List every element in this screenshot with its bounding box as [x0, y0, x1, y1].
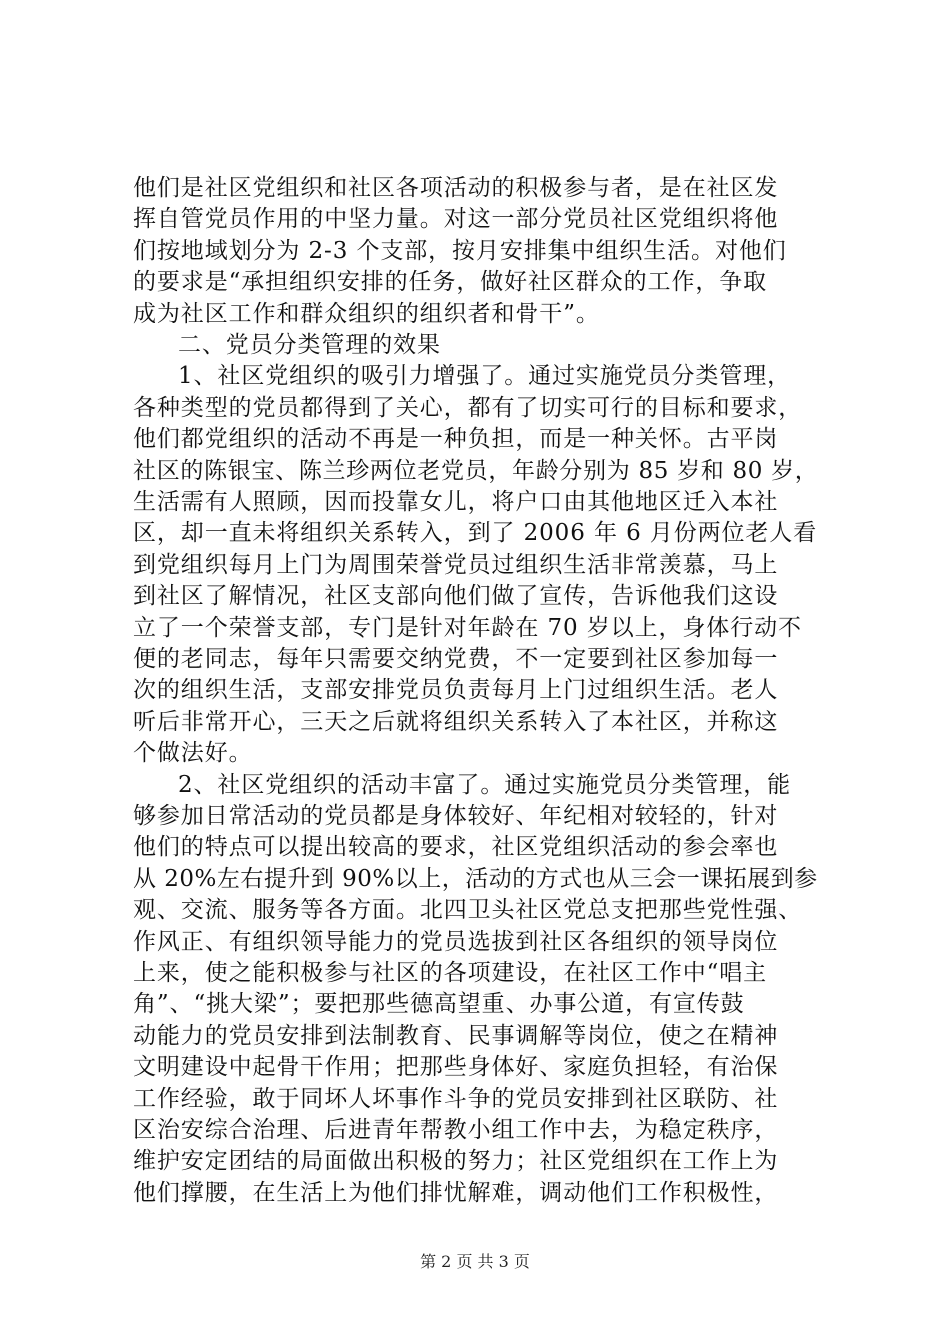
text-line: 们按地域划分为 2-3 个支部，按月安排集中组织生活。对他们	[133, 237, 787, 264]
text-line: 生活需有人照顾，因而投靠女儿，将户口由其他地区迁入本社	[133, 489, 779, 515]
text-line: 维护安定团结的局面做出积极的努力；社区党组织在工作上为	[133, 1148, 779, 1175]
text-line: 听后非常开心，三天之后就将组织关系转入了本社区，并称这	[133, 708, 779, 735]
text-line: 上来，使之能积极参与社区的各项建设，在社区工作中“唱主	[133, 960, 768, 986]
text-line: 的要求是“承担组织安排的任务，做好社区群众的工作，争取	[133, 269, 768, 296]
text-line: 2、社区党组织的活动丰富了。通过实施党员分类管理，能	[178, 771, 792, 798]
text-line: 角”、“挑大梁”；要把那些德高望重、办事公道，有宣传鼓	[133, 991, 745, 1018]
text-line: 次的组织生活，支部安排党员负责每月上门过组织生活。老人	[133, 677, 779, 704]
text-line: 工作经验，敢于同坏人坏事作斗争的党员安排到社区联防、社	[133, 1085, 779, 1112]
text-line: 作风正、有组织领导能力的党员选拔到社区各组织的领导岗位	[133, 928, 779, 955]
text-line: 够参加日常活动的党员都是身体较好、年纪相对较轻的，针对	[133, 803, 779, 829]
text-line: 社区的陈银宝、陈兰珍两位老党员，年龄分别为 85 岁和 80 岁，	[133, 457, 819, 484]
text-line: 到社区了解情况，社区支部向他们做了宣传，告诉他我们这设	[133, 583, 779, 610]
text-line: 挥自管党员作用的中坚力量。对这一部分党员社区党组织将他	[133, 206, 779, 233]
text-line: 个做法好。	[133, 740, 253, 767]
text-line: 他们都党组织的活动不再是一种负担，而是一种关怀。古平岗	[133, 426, 779, 453]
text-line: 他们的特点可以提出较高的要求，社区党组织活动的参会率也	[133, 834, 779, 861]
text-line: 成为社区工作和群众组织的组织者和骨干”。	[133, 300, 600, 327]
text-line: 从 20%左右提升到 90%以上，活动的方式也从三会一课拓展到参	[133, 865, 818, 892]
text-line: 各种类型的党员都得到了关心，都有了切实可行的目标和要求，	[133, 394, 803, 421]
text-line: 文明建设中起骨干作用；把那些身体好、家庭负担轻，有治保	[133, 1054, 779, 1081]
text-line: 他们是社区党组织和社区各项活动的积极参与者，是在社区发	[133, 175, 779, 201]
text-line: 到党组织每月上门为周围荣誉党员过组织生活非常羡慕，马上	[133, 551, 779, 578]
text-line: 观、交流、服务等各方面。北四卫头社区党总支把那些党性强、	[133, 897, 803, 924]
text-line: 区治安综合治理、后进青年帮教小组工作中去，为稳定秩序，	[133, 1117, 779, 1143]
text-line: 二、党员分类管理的效果	[178, 332, 441, 358]
text-line: 便的老同志，每年只需要交纳党费，不一定要到社区参加每一	[133, 646, 779, 672]
text-line: 动能力的党员安排到法制教育、民事调解等岗位，使之在精神	[133, 1022, 779, 1049]
text-line: 立了一个荣誉支部，专门是针对年龄在 70 岁以上，身体行动不	[133, 614, 802, 641]
text-line: 区，却一直未将组织关系转入，到了 2006 年 6 月份两位老人看	[133, 520, 818, 547]
page-footer: 第 2 页 共 3 页	[420, 1252, 530, 1271]
text-line: 1、社区党组织的吸引力增强了。通过实施党员分类管理，	[178, 363, 792, 390]
text-line: 他们撑腰，在生活上为他们排忧解难，调动他们工作积极性，	[133, 1179, 779, 1206]
